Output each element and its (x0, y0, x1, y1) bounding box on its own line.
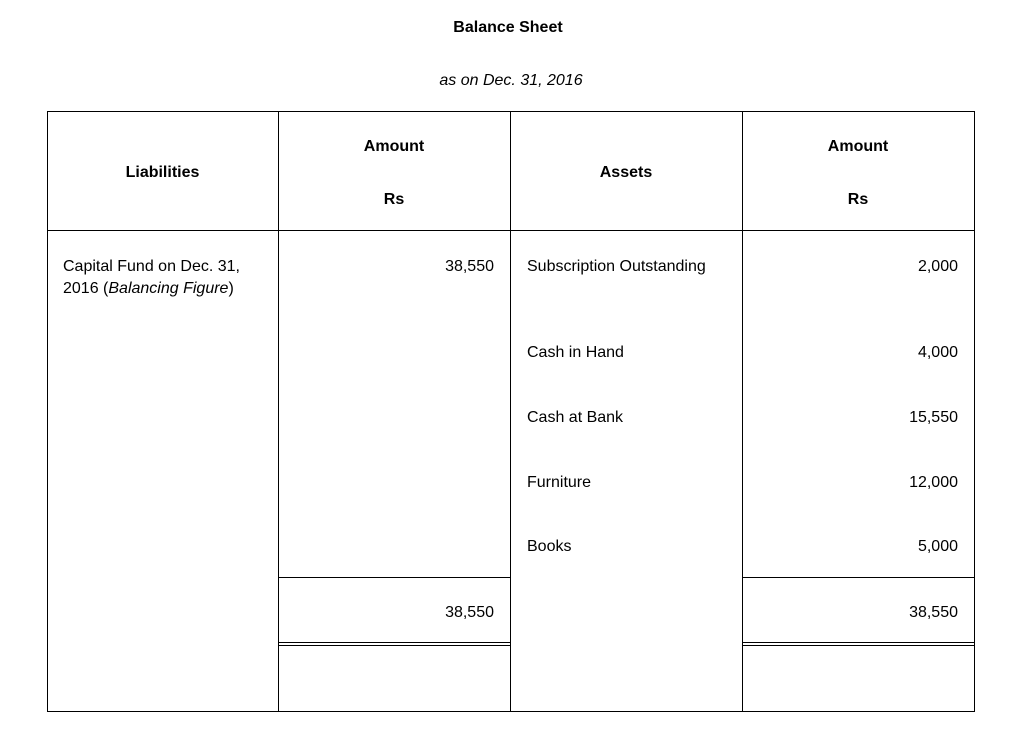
asset-label-subscription: Subscription Outstanding (527, 258, 706, 275)
liability-label (63, 256, 263, 300)
total-rule-right-double-1 (742, 642, 975, 643)
page-title: Balance Sheet (453, 19, 563, 36)
table-border-right (974, 111, 975, 712)
asset-amount-furniture: 12,000 (909, 474, 958, 491)
header-currency-left: Rs (383, 191, 405, 208)
header-currency-right: Rs (847, 191, 869, 208)
liability-label-end: ) (228, 280, 234, 297)
total-liabilities: 38,550 (445, 604, 494, 621)
header-amount-right: Amount (827, 138, 889, 155)
header-liabilities: Liabilities (125, 164, 200, 181)
header-divider (47, 230, 975, 231)
page-subtitle: as on Dec. 31, 2016 (439, 72, 583, 89)
liability-amount: 38,550 (445, 258, 494, 275)
total-rule-left-double-1 (278, 642, 511, 643)
asset-label-books: Books (527, 538, 572, 555)
asset-label-cash-in-hand: Cash in Hand (527, 344, 624, 361)
asset-amount-cash-in-hand: 4,000 (917, 344, 958, 361)
table-border-top (47, 111, 975, 112)
table-border-left (47, 111, 48, 712)
asset-amount-cash-at-bank: 15,550 (909, 409, 958, 426)
header-amount-left: Amount (363, 138, 425, 155)
total-assets: 38,550 (909, 604, 958, 621)
asset-amount-books: 5,000 (917, 538, 958, 555)
asset-label-cash-at-bank: Cash at Bank (527, 409, 624, 426)
liability-label-italic: Balancing Figure (108, 280, 229, 297)
total-rule-right-double-2 (742, 645, 975, 646)
liability-label-main: Capital Fund on Dec. 31, 2016 ( (63, 258, 240, 297)
balance-sheet-table (47, 111, 975, 712)
asset-label-furniture: Furniture (527, 474, 592, 491)
column-divider-2 (510, 111, 511, 712)
total-rule-left-double-2 (278, 645, 511, 646)
total-rule-left-top (278, 577, 511, 578)
asset-amount-subscription: 2,000 (917, 258, 958, 275)
header-assets: Assets (599, 164, 653, 181)
table-border-bottom (47, 711, 975, 712)
total-rule-right-top (742, 577, 975, 578)
